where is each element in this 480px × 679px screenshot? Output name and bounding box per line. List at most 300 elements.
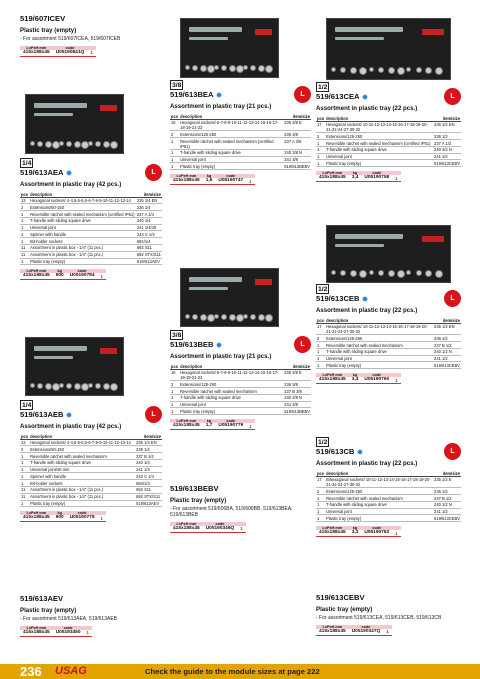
table-cell: T-handle with sliding square drive (179, 149, 283, 156)
product-title: Assortment in plastic tray (22 pcs.) (316, 105, 418, 113)
page-footer (0, 664, 480, 679)
table-row (20, 473, 162, 480)
footer-note: Check the guide to the module sizes at page 222 (145, 667, 320, 676)
drive-size-icon: 1/4 (22, 160, 32, 167)
socket-icon (37, 141, 43, 147)
contents-table (170, 114, 311, 171)
table-cell: Plastic tray (empty) (325, 362, 433, 369)
table-cell: Plastic tray (empty) (29, 500, 135, 507)
table-cell: 236 1/4 (136, 204, 162, 211)
table-cell: 241 1/2 (433, 508, 461, 515)
spec-cell: 415x188x45 (316, 377, 349, 383)
spec-cell: U05190841Q (53, 50, 88, 56)
size-badge: L (145, 164, 162, 181)
spec-table (316, 625, 392, 636)
table-header-cell: description (325, 471, 433, 476)
table-cell: 519/613CEBV (434, 160, 460, 166)
table-cell: 237 B 1/2 (433, 495, 461, 502)
table-cell: Universal joint (325, 508, 433, 515)
table-cell: Assortment in plastic box - 1/4" (11 pcs.) (29, 251, 136, 258)
product-code (316, 92, 461, 101)
table-cell: Spinner with handle (29, 231, 136, 238)
info-dot-icon (216, 92, 222, 98)
ratchet-icon (335, 27, 403, 32)
socket-icon (66, 383, 72, 389)
contents-table (316, 116, 461, 168)
table-row (20, 217, 162, 224)
table-row (316, 501, 461, 508)
table-cell: 1 (316, 508, 325, 515)
contents-table (170, 364, 311, 416)
product-code (170, 90, 311, 99)
socket-icon (88, 141, 93, 146)
spec-cell: U05190779 (215, 423, 246, 429)
table-cell: 692 STX/S11 (136, 252, 161, 258)
product-code-text: 519/613AEB (20, 410, 64, 419)
table-cell: 692 STX/S11 (136, 494, 161, 500)
spec-cell: 1 (392, 530, 401, 536)
handle-icon (422, 29, 444, 35)
socket-icon (37, 383, 43, 389)
table-cell: 237 A 3/8 (283, 138, 311, 150)
spec-cell: U05190760 (361, 377, 392, 383)
spec-header-cell: kg (53, 269, 67, 273)
table-row (316, 362, 461, 369)
product-block-519-613aea (20, 158, 162, 280)
spec-header-cell: LxPxH mm (316, 625, 349, 629)
socket-icon (388, 270, 395, 277)
table-cell: 240 3/8 N (283, 149, 311, 156)
table-cell: Reversible ratchet with sealed mechanism (certified IP51) (30, 211, 135, 217)
table-cell: 2 (20, 446, 29, 453)
table-row (316, 146, 461, 153)
socket-icon (340, 67, 346, 73)
table-cell: 241 1/4/40 (136, 224, 162, 231)
product-title: Plastic tray (empty) (316, 606, 373, 614)
spec-header-cell: LxPxH mm (20, 626, 53, 630)
socket-icon (200, 314, 207, 321)
table-cell: Plastic tray (empty) (325, 515, 433, 522)
table-header-cell: description (325, 116, 433, 121)
spec-table (316, 526, 401, 537)
product-subtitle: - For assortment 519/606BA, 519/606BB, 519/613BEA, 519/613BEB (170, 505, 293, 518)
table-row (20, 453, 162, 460)
product-code-text: 519/613AEV (20, 594, 64, 603)
table-cell: 241 1/2 (433, 153, 461, 160)
table-row (316, 323, 461, 335)
table-row (316, 495, 461, 502)
table-row (316, 348, 461, 355)
spec-cell: 1 (98, 515, 107, 521)
socket-icon (185, 65, 190, 70)
table-cell: 236 3/8 (283, 381, 311, 388)
drive-size-icon: 1/2 (318, 286, 328, 293)
drive-size-icon: 1/4 (22, 402, 32, 409)
table-cell: Universal joint (325, 153, 433, 160)
product-block-519-613bea (170, 80, 311, 185)
socket-icon (258, 314, 265, 321)
socket-icon (74, 141, 81, 148)
spec-cell: 3,4 (349, 175, 362, 181)
socket-icon (435, 67, 443, 75)
spec-cell: 415x188x45 (170, 178, 203, 184)
table-cell: Reversible ratchet with sealed mechanism (certified IP51) (325, 140, 433, 147)
spec-cell: 415x188x45 (316, 175, 349, 181)
table-cell: Hexagonal sockets/ 4-4,5-5-5,5-6-7-8-9-10-11-12-13-14 (29, 439, 135, 446)
table-row (170, 394, 311, 401)
table-cell: 17 (316, 476, 325, 488)
product-code (316, 593, 461, 602)
spec-cell: 415x188x45 (316, 629, 349, 635)
table-cell: 241 1/2 (433, 355, 461, 362)
spec-cell: 1 (237, 526, 246, 532)
table-row (20, 231, 162, 238)
table-cell: Plastic tray (empty) (179, 163, 283, 170)
handle-icon (100, 348, 117, 354)
spec-cell: 900 (53, 273, 67, 279)
table-cell: 11 (20, 493, 29, 500)
spec-cell: 415x188x45 (20, 630, 53, 636)
socket-icon (103, 383, 110, 390)
table-cell: 243 C 1/4 (135, 473, 162, 480)
table-header-cell: description (29, 192, 136, 197)
table-cell: 241 3/8 (283, 156, 311, 163)
product-block-519-613cb (316, 437, 461, 537)
tray-image-613bea (180, 18, 279, 78)
socket-icon (378, 67, 384, 73)
table-cell: Extensions/125-250 (179, 381, 283, 388)
extension-icon (34, 356, 73, 359)
table-header-cell: description (179, 114, 283, 119)
table-cell: 1 (170, 388, 179, 395)
size-badge: L (294, 86, 311, 103)
product-code-text: 519/607ICEV (20, 14, 66, 23)
ratchet-icon (34, 103, 87, 108)
spec-cell: 1 (98, 273, 107, 279)
spec-row (316, 377, 401, 383)
tray-image-613cea (326, 18, 451, 80)
table-cell: Extensions/125-250 (325, 488, 433, 495)
table-cell: 1 (20, 238, 29, 245)
table-header-cell: item/size (283, 114, 311, 119)
socket-icon (265, 314, 273, 322)
table-cell: 235 3/8 E (283, 119, 311, 131)
socket-icon (265, 65, 273, 73)
table-header-cell: item/size (136, 192, 162, 197)
spec-header-cell: code (349, 625, 384, 629)
socket-icon (214, 314, 219, 319)
spec-row (170, 526, 246, 532)
table-cell: 237 B 3/8 (283, 388, 311, 395)
spec-table (170, 174, 255, 185)
table-cell: 17 (316, 323, 325, 335)
product-title: Assortment in plastic tray (21 pcs.) (170, 353, 272, 361)
product-code (170, 340, 311, 349)
product-code-text: 519/613CEB (316, 294, 360, 303)
product-block-519-613bebv (170, 484, 311, 533)
table-row (316, 133, 461, 140)
spec-row (20, 630, 92, 636)
table-cell: T-handle with sliding square drive (29, 217, 136, 224)
table-cell: 692 S11 (135, 487, 162, 494)
table-cell: 236 1/2 (433, 335, 461, 342)
table-cell: 236 1/2 (433, 133, 461, 140)
table-header-cell: pcs (317, 470, 325, 476)
table-cell: 2 (20, 204, 29, 211)
socket-icon (359, 270, 367, 278)
table-cell: 1 (316, 348, 325, 355)
table-header-cell: pcs (317, 317, 325, 323)
table-cell: 1 (316, 140, 325, 147)
contents-table (316, 471, 461, 523)
table-cell: Plastic tray (empty) (325, 160, 433, 167)
extension-icon (335, 244, 384, 247)
table-cell: Hexagonal sockets/ 6-7-8-9-10-11-12-13-14-15-16-17-18-19-21-22 (179, 119, 283, 131)
product-subtitle: - For assortment 519/607ICEA, 519/607ICEB (20, 35, 121, 42)
product-title: Plastic tray (empty) (20, 27, 77, 35)
table-cell: 1 (20, 480, 29, 487)
socket-icon (200, 65, 207, 72)
product-code (20, 410, 162, 419)
table-cell: 2 (316, 133, 325, 140)
socket-icon (369, 270, 374, 275)
contents-table (20, 434, 162, 508)
socket-icon (214, 65, 219, 70)
spec-header-cell: LxPxH mm (20, 46, 53, 50)
table-cell: 13 (20, 439, 29, 446)
spec-table (170, 419, 255, 430)
product-block-519-613beb (170, 330, 311, 430)
product-block-519-613cea (316, 82, 461, 182)
table-cell: 240 3/8 N (283, 394, 311, 401)
socket-icon (369, 67, 374, 72)
spec-cell: 900 (53, 515, 67, 521)
extension-icon (189, 37, 228, 40)
table-cell: Bit-holder sockets (29, 238, 136, 245)
spec-cell: U05190747 (215, 178, 246, 184)
table-cell: Hexagonal sockets/ 10-11-12-13-14-15-16-17-18-19-20-21-22-24-27-30-32 (325, 121, 433, 133)
spec-row (20, 273, 106, 279)
table-row (20, 238, 162, 245)
table-header-cell: pcs (171, 363, 179, 369)
table-cell: 243 C 1/4 (136, 231, 162, 238)
info-dot-icon (216, 342, 222, 348)
spec-cell: 1 (383, 629, 392, 635)
table-cell: 519/613BEBV (284, 163, 310, 169)
spec-cell: 1,7 (203, 423, 216, 429)
table-cell: 1 (20, 459, 29, 466)
spec-cell: 1 (246, 178, 255, 184)
tray-image-613aeb (25, 337, 124, 396)
table-cell: 1 (20, 258, 29, 265)
table-cell: 237 B 1/4 (135, 453, 162, 460)
table-row (20, 439, 162, 446)
product-block-519-613aeb (20, 400, 162, 522)
socket-icon (397, 67, 405, 75)
spec-table (20, 511, 106, 522)
spec-cell: U05190763 (361, 530, 392, 536)
spec-table (316, 171, 401, 182)
table-cell: Reversible ratchet with sealed mechanism (certified IP51) (179, 138, 283, 150)
spec-cell: U05190784 (67, 273, 98, 279)
table-cell: 1 (316, 501, 325, 508)
spec-cell: 3,3 (349, 530, 362, 536)
table-cell: 519/613CEBV (434, 515, 460, 521)
table-cell: 519/613AEV (135, 500, 162, 507)
table-cell: Extensions/50-150 (29, 204, 136, 211)
table-cell: 1 (20, 224, 29, 231)
socket-icon (435, 270, 443, 278)
table-row (170, 369, 311, 381)
product-code-text: 519/613BEBV (170, 484, 219, 493)
socket-icon (95, 383, 101, 389)
table-row (316, 121, 461, 133)
table-row (20, 459, 162, 466)
table-cell: 1 (170, 149, 179, 156)
spec-cell: 415x188x45 (170, 526, 203, 532)
product-block-519-607icev (20, 14, 148, 57)
ratchet-icon (189, 277, 242, 282)
product-title: Assortment in plastic tray (42 pcs.) (20, 423, 122, 431)
socket-icon (397, 270, 405, 278)
table-cell: 2 (316, 335, 325, 342)
table-row (316, 335, 461, 342)
table-cell: 1 (170, 138, 179, 150)
size-badge: L (145, 406, 162, 423)
spec-header-cell: code (53, 46, 88, 50)
socket-icon (250, 65, 256, 71)
socket-icon (258, 65, 265, 72)
table-cell: Bit-holder sockets (29, 480, 135, 487)
spec-header-cell: LxPxH mm (170, 522, 203, 526)
socket-icon (110, 383, 118, 391)
table-row (20, 493, 162, 500)
table-cell: 235 1/2 E (433, 476, 461, 488)
socket-icon (221, 314, 227, 320)
table-cell: 1 (316, 362, 325, 369)
table-cell: 240 1/2 N (433, 146, 461, 153)
table-row (170, 119, 311, 131)
table-cell: Bihexagonal sockets/ 10-11-12-13-14-15-16-17-18-19-20-21-22-24-27-30-32 (325, 476, 433, 488)
spec-cell: 415x188x45 (20, 515, 53, 521)
table-cell: Hexagonal sockets/ 6-7-8-9-10-11-12-13-14-15-16-17-18-19-21-22 (179, 369, 283, 381)
spec-row (20, 515, 106, 521)
spec-cell: 1 (392, 175, 401, 181)
table-row (20, 258, 162, 265)
table-cell: Plastic tray (empty) (29, 258, 136, 265)
table-cell: 17 (316, 121, 325, 133)
handle-icon (422, 236, 444, 242)
spec-header-cell: code (67, 269, 98, 273)
drive-size-icon: 3/8 (172, 332, 182, 339)
spec-cell: 3,4 (349, 377, 362, 383)
table-row (316, 488, 461, 495)
table-cell: 16 (170, 119, 179, 131)
table-cell: T-handle with sliding square drive (325, 146, 433, 153)
table-header-cell: description (325, 318, 433, 323)
table-row (170, 401, 311, 408)
table-row (316, 508, 461, 515)
spec-header-cell: kg (53, 511, 67, 515)
spec-header-cell: LxPxH mm (20, 511, 53, 515)
socket-icon (350, 67, 357, 74)
table-cell: Assortment in plastic box - 1/4" (11 pcs.) (29, 245, 136, 252)
spec-cell: U05190758 (361, 175, 392, 181)
table-cell: 235 1/2 EN (433, 121, 461, 133)
table-row (316, 160, 461, 167)
table-cell: 1 (20, 453, 29, 460)
socket-icon (243, 65, 248, 70)
socket-icon (416, 270, 422, 276)
tray-image-613ceb (326, 225, 451, 283)
product-title: Assortment in plastic tray (21 pcs.) (170, 103, 272, 111)
table-cell: 237 B 1/2 (433, 342, 461, 349)
spec-row (170, 423, 255, 429)
table-cell: Reversible ratchet with sealed mechanism (29, 453, 135, 460)
table-cell: 13 (20, 197, 29, 204)
product-code (20, 14, 148, 23)
spec-header-cell: LxPxH mm (316, 526, 349, 530)
ratchet-icon (189, 27, 242, 32)
table-row (20, 251, 162, 258)
table-cell: 235 1/4 EN (136, 197, 162, 204)
table-cell: 236 3/8 (283, 131, 311, 138)
brand-logo: USAG (55, 665, 87, 677)
info-dot-icon (362, 94, 368, 100)
table-header-cell: item/size (283, 364, 311, 369)
drive-size-icon: 3/8 (172, 82, 182, 89)
product-title: Assortment in plastic tray (42 pcs.) (20, 181, 122, 189)
table-cell: 11 (20, 245, 29, 252)
table-row (316, 140, 461, 147)
table-cell: 1 (316, 495, 325, 502)
socket-icon (340, 270, 346, 276)
spec-cell: 1 (246, 423, 255, 429)
product-code (20, 168, 162, 177)
table-header-cell: pcs (21, 191, 29, 197)
table-cell: 519/613BEBV (284, 408, 310, 414)
table-cell: 240 1/2 N (433, 348, 461, 355)
table-row (316, 476, 461, 488)
table-row (316, 153, 461, 160)
spec-header-cell: LxPxH mm (316, 373, 349, 377)
table-cell: 1 (316, 160, 325, 167)
ratchet-icon (34, 346, 87, 351)
table-row (20, 500, 162, 507)
product-title: Assortment in plastic tray (22 pcs.) (316, 307, 418, 315)
spec-cell: U05190346Q (203, 526, 238, 532)
table-row (20, 204, 162, 211)
table-cell: 2 (316, 488, 325, 495)
table-cell: Plastic tray (empty) (179, 408, 283, 415)
spec-row (170, 178, 255, 184)
page-number: 236 (20, 664, 42, 679)
spec-header-cell: code (215, 174, 246, 178)
table-cell: Assortment in plastic box - 1/4" (11 pcs.) (29, 493, 135, 500)
table-cell: 16 (170, 369, 179, 381)
product-title: Plastic tray (empty) (170, 497, 227, 505)
spec-header-cell: code (361, 526, 392, 530)
table-cell: 236 1/4 (135, 446, 162, 453)
size-badge: L (444, 290, 461, 307)
spec-header-cell: kg (203, 419, 216, 423)
spec-header-cell: LxPxH mm (170, 174, 203, 178)
product-code-text: 519/613CEA (316, 92, 360, 101)
table-header-cell: item/size (433, 116, 461, 121)
spec-header-cell: code (67, 511, 98, 515)
table-cell: Assortment in plastic box - 1/4" (11 pcs.) (29, 487, 135, 494)
table-cell: Reversible ratchet with sealed mechanism (325, 342, 433, 349)
